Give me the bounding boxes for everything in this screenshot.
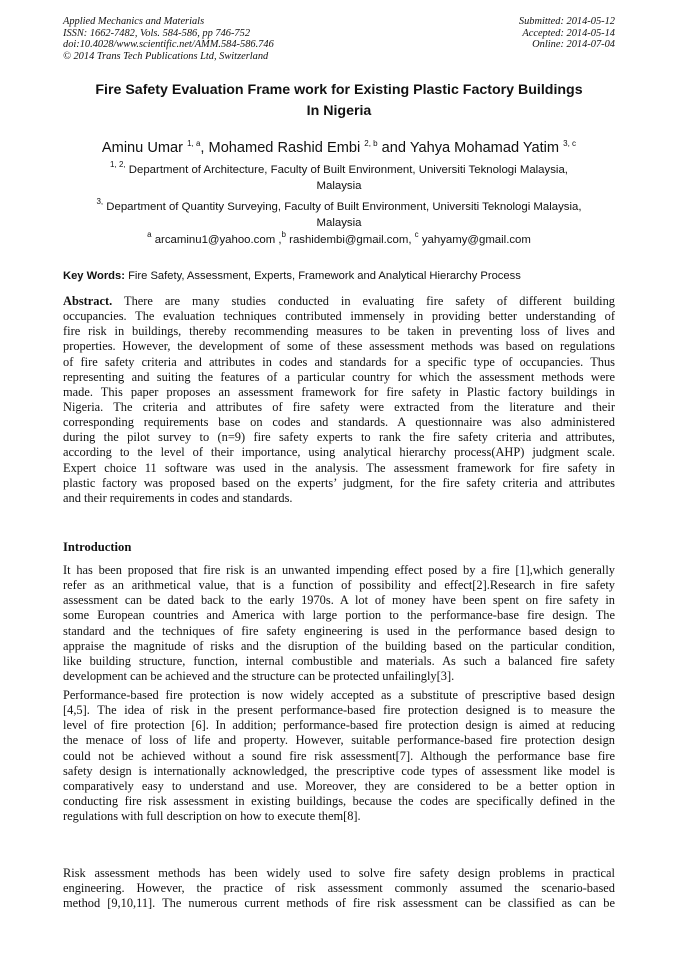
paragraph-line: some European countries and America with large portion to the performance-base fire design. The <box>63 608 615 623</box>
paragraph-line: standard and the techniques of fire safety engineering is used in the performance based design to <box>63 623 615 638</box>
paragraph-line: engineering. However, the practice of risk assessment commonly assumed the scenario-based <box>63 881 615 896</box>
paragraph-line: It has been proposed that fire risk is an unwanted impending effect posed by a fire [1],which generally <box>63 563 615 577</box>
email-superscript: b <box>281 230 286 239</box>
paragraph-line: [4,5]. The idea of risk in the present performance-based fire protection designed is to measure the <box>63 703 615 718</box>
online-date: Online: 2014-07-04 <box>532 39 615 51</box>
abstract-line: Abstract. There are many studies conducted in evaluating fire safety of different building <box>63 294 615 308</box>
paragraph-line: development can be achieved and the structure can be protected unfailingly[3]. <box>63 668 455 683</box>
paragraph-line: could not be achieved without a sound fire risk assessment[7]. Although the performance base fire <box>63 748 615 763</box>
submission-dates <box>519 16 615 51</box>
accepted-date: Accepted: 2014-05-14 <box>522 27 615 39</box>
abstract <box>63 294 615 506</box>
paragraph-line: like building structure, function, internal combustible and materials. As such a balanced fire safety <box>63 653 615 668</box>
journal-doi: doi:10.4028/www.scientific.net/AMM.584-586.746 <box>63 39 274 51</box>
affiliation-country: Malaysia <box>316 216 362 229</box>
introduction-paragraph <box>63 563 615 684</box>
email-address: arcaminu1@yahoo.com , <box>151 234 282 246</box>
keywords-label: Key Words: <box>63 270 125 282</box>
email-address: yahyamy@gmail.com <box>418 234 531 246</box>
paragraph-line: Performance-based fire protection is now widely accepted as a substitute of prescriptive based design <box>63 688 615 702</box>
paragraph-line: level of fire protection [6]. In addition; performance-based fire protection design is aimed at reducing <box>63 718 615 733</box>
abstract-line: made. This paper proposes an assessment framework for fire safety in Plastic factory buildings in <box>63 384 615 399</box>
introduction-paragraph <box>63 688 615 824</box>
paragraph-line: comparatively easy to understand and use. Moreover, they are considered to be a better option in <box>63 778 615 793</box>
abstract-line: of fire safety criteria and attributes in codes and standards for a specific type of occupancies. Thus <box>63 354 615 369</box>
journal-name: Applied Mechanics and Materials <box>63 16 205 27</box>
journal-header <box>63 16 274 62</box>
title-line: Fire Safety Evaluation Frame work for Existing Plastic Factory Buildings <box>95 82 583 98</box>
author-superscript: 3, c <box>563 139 577 148</box>
author-superscript: 1, a <box>187 139 201 148</box>
email-address: rashidembi@gmail.com, <box>285 234 412 246</box>
abstract-line: according to the level of their importance, using analytical hierarchy process(AHP) judgment scale. <box>63 445 615 460</box>
paragraph-line: safety design is internationally acknowledged, the prescriptive code types of assessment like model is <box>63 763 615 778</box>
author-list <box>20 140 658 156</box>
affiliation-text: Department of Quantity Surveying, Faculty of Built Environment, Universiti Teknologi Malaysia, <box>103 201 582 213</box>
keywords <box>63 270 521 282</box>
author-name: Mohamed Rashid Embi <box>208 140 361 156</box>
paragraph-line: assessment can be dated back to the early 1970s. A lot of money have been spent on fire safety in <box>63 593 615 608</box>
author-name: Yahya Mohamad Yatim <box>409 140 560 156</box>
affiliation <box>60 197 618 231</box>
email-superscript: c <box>414 230 419 239</box>
submitted-date: Submitted: 2014-05-12 <box>518 16 615 27</box>
abstract-label: Abstract. <box>63 294 113 308</box>
abstract-line: Nigeria. The criteria and attributes of fire safety were extracted from the literature and their <box>63 399 615 414</box>
author-emails <box>60 230 618 246</box>
title-line: In Nigeria <box>306 103 372 119</box>
author-name: Aminu Umar <box>101 140 184 156</box>
paragraph-line: conducting fire risk assessment in existing buildings, because the codes are specifically defined in the <box>63 793 615 808</box>
paper-title <box>40 80 638 122</box>
abstract-line: representing and suiting the features of a particular country for which the assessment methods were <box>63 369 615 384</box>
abstract-line: occupancies. The evaluation techniques contributed immensely in providing better understanding of <box>63 309 615 324</box>
paragraph-line: regulations with full description on how to execute them[8]. <box>63 809 361 824</box>
abstract-line: during the pilot survey to (n=9) fire safety experts to rank the fire safety criteria and attributes, <box>63 430 615 445</box>
affiliation-superscript: 3, <box>96 197 104 206</box>
author-separator: and <box>377 140 410 156</box>
abstract-line: Expert choice 11 software was used in the analysis. The assessment framework for fire safety in <box>63 460 615 475</box>
journal-issn: ISSN: 1662-7482, Vols. 584-586, pp 746-752 <box>63 27 251 39</box>
abstract-line: corresponding requirements base on codes and standards. A questionnaire was also administered <box>63 415 615 430</box>
author-superscript: 2, b <box>364 139 378 148</box>
keywords-text: Fire Safety, Assessment, Experts, Framework and Analytical Hierarchy Process <box>124 270 521 282</box>
abstract-line: and their requirements in codes and standards. <box>63 490 293 505</box>
email-superscript: a <box>147 230 152 239</box>
abstract-line: fire risk in buildings, thereby recommending measures to be taken in preventing loss of lives and <box>63 324 615 339</box>
paragraph-line: the menace of loss of life and property. However, suitable performance-based fire protection design <box>63 733 615 748</box>
section-heading: Introduction <box>63 540 132 554</box>
affiliation <box>60 160 618 194</box>
paragraph-line: Risk assessment methods has been widely used to solve fire safety design problems in practical <box>63 866 615 880</box>
journal-copyright: © 2014 Trans Tech Publications Ltd, Switzerland <box>63 50 269 62</box>
affiliation-text: Department of Architecture, Faculty of Built Environment, Universiti Teknologi Malaysia, <box>125 164 568 176</box>
paragraph-line: method [9,10,11]. The numerous current methods of fire risk assessment can be classified as can be <box>63 896 615 911</box>
paragraph-line: refer as an arithmetical value, that is a function of possibility and effect[2].Research in fire safety <box>63 578 615 593</box>
abstract-line: plastic factory was proposed based on the experts’ judgment, for the fire safety criteria and attributes <box>63 475 615 490</box>
introduction-paragraph <box>63 866 615 911</box>
author-separator: , <box>200 140 209 156</box>
abstract-line: properties. However, the development of some of these assessment methods was based on regulations <box>63 339 615 354</box>
affiliation-country: Malaysia <box>316 179 362 192</box>
paragraph-line: appraise the magnitude of risks and the disruption of the building based on the particular condition, <box>63 638 615 653</box>
affiliation-superscript: 1, 2, <box>110 160 126 169</box>
